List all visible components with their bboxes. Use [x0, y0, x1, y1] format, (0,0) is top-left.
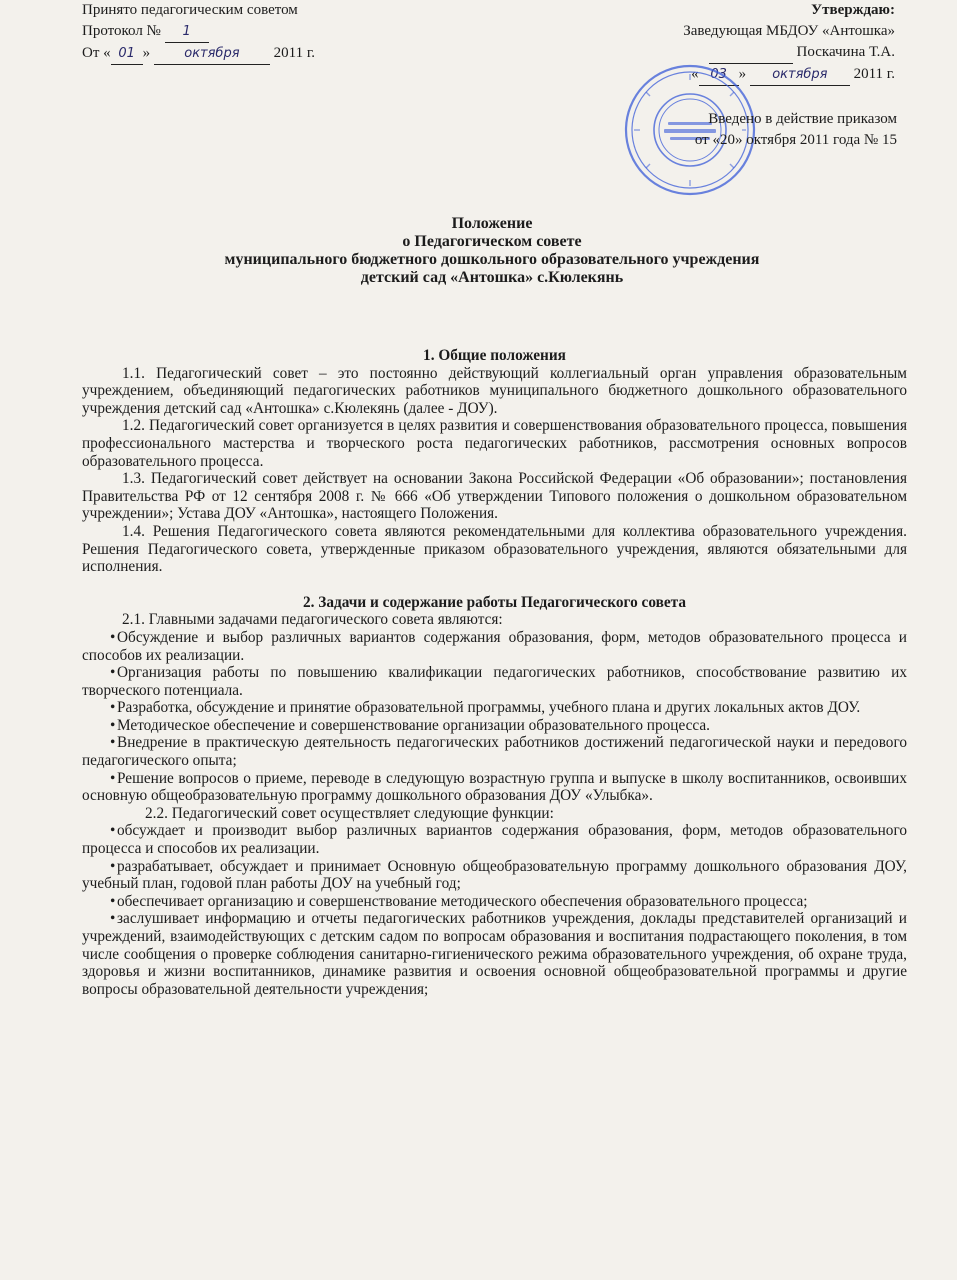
bullet-icon: • [110, 734, 116, 752]
title-line2: о Педагогическом совете [402, 233, 582, 250]
document-title [82, 215, 902, 287]
clause-1-2: 1.2. Педагогический совет организуется в целях развития и совершенствования образовательного процесса, повышения профессионального мастерства и творческого роста педагогических работников, рассмотрения основных вопросов образовательного процесса. [82, 417, 907, 470]
bullet-icon: • [110, 628, 116, 646]
approve-label: Утверждаю: [811, 2, 895, 18]
bullet-icon: • [110, 716, 116, 734]
adopted-month: октября [154, 43, 270, 65]
protocol-line: Протокол № 1 [82, 21, 315, 43]
function-item: • заслушивает информацию и отчеты педагогических работников учреждения, доклады представителей организаций и учреждений, взаимодействующих с детским садом по вопросам образования и воспитания подрастающего поколения, в том числе сообщения о проверке соблюдения санитарно-гигиенического режима образовательного учреждения, об охране труда, здоровья и жизни воспитанников, динамике развития и освоения основной общеобразовательной программы и другие вопросы образовательной деятельности учреждения; [82, 910, 907, 998]
bullet-icon: • [110, 769, 116, 787]
adopted-by-line: Принято педагогическим советом [82, 2, 298, 18]
task-item: • Организация работы по повышению квалификации педагогических работников, способствование развитию их творческого потенциала. [82, 664, 907, 699]
clause-1-4: 1.4. Решения Педагогического совета являются рекомендательными для коллектива образовательного учреждения. Решения Педагогического совета, утвержденные приказом образовательного учреждения, являются обязательными для исполнения. [82, 522, 907, 576]
title-line3: муниципального бюджетного дошкольного образовательного учреждения [224, 251, 760, 268]
approve-month: октября [750, 64, 850, 86]
bullet-icon: • [110, 699, 116, 717]
task-item: • Решение вопросов о приеме, переводе в следующую возрастную группа и выпуске в школу воспитанников, освоивших основную общеобразовательную программу дошкольного образования ДОУ «Улыбка». [82, 769, 907, 805]
adopted-day: 01 [111, 43, 143, 65]
function-item: • обеспечивает организацию и совершенствование методического обеспечения образовательного процесса; [110, 892, 808, 910]
approve-date-line: « 03 » октября 2011 г. [683, 64, 895, 86]
head-title: Заведующая МБДОУ «Антошка» [683, 23, 895, 39]
protocol-number: 1 [165, 21, 209, 43]
bullet-icon: • [110, 857, 116, 875]
approval-block-left [82, 0, 315, 65]
section-2-heading: 2. Задачи и содержание работы Педагогического совета [302, 593, 687, 611]
document-body [82, 347, 907, 998]
bullet-icon: • [110, 892, 116, 910]
enactment-note [695, 109, 897, 151]
enactment-line2: от «20» октября 2011 года № 15 [694, 132, 897, 148]
bullet-icon: • [110, 822, 116, 840]
task-item: • Разработка, обсуждение и принятие образовательной программы, учебного плана и других локальных актов ДОУ. [110, 699, 861, 717]
clause-1-3: 1.3. Педагогический совет действует на основании Закона Российской Федерации «Об образовании»; постановления Правительства РФ от 12 сентября 2008 г. № 666 «Об утверждении Типового положения о дошкольном образовательном учреждении»; Устава ДОУ «Антошка», настоящего Положения. [82, 470, 907, 523]
title-line1: Положение [451, 215, 533, 232]
signature-field [709, 42, 793, 64]
title-line4: детский сад «Антошка» с.Кюлекянь [360, 269, 624, 286]
head-signature-line: Поскачина Т.А. [683, 42, 895, 64]
section-1-heading: 1. Общие положения [423, 347, 566, 364]
adopted-date-line: От « 01 » октября 2011 г. [82, 43, 315, 65]
clause-1-1: 1.1. Педагогический совет – это постоянно действующий коллегиальный орган управления образовательным учреждением, объединяющий педагогических работников муниципального бюджетного дошкольного образовательного учреждения детский сад «Антошка» с.Кюлекянь (далее - ДОУ). [82, 364, 907, 417]
clause-2-1: 2.1. Главными задачами педагогического совета являются: [122, 611, 503, 629]
clause-2-2: 2.2. Педагогический совет осуществляет следующие функции: [145, 804, 554, 822]
task-item: • Методическое обеспечение и совершенствование организации образовательного процесса. [110, 716, 711, 734]
bullet-icon: • [110, 910, 116, 928]
approve-day: 03 [699, 64, 739, 86]
function-item: • обсуждает и производит выбор различных вариантов содержания образования, форм, методов образовательного процесса и способов их реализации. [82, 822, 907, 858]
enactment-line1: Введено в действие приказом [708, 111, 897, 127]
task-item: • Обсуждение и выбор различных вариантов содержания образования, форм, методов образовательного процесса и способов их реализации. [82, 628, 907, 664]
bullet-icon: • [110, 664, 116, 682]
function-item: • разрабатывает, обсуждает и принимает Основную общеобразовательную программу дошкольного образования ДОУ, учебный план, годовой план работы ДОУ на учебный год; [82, 857, 907, 893]
task-item: • Внедрение в практическую деятельность педагогических работников достижений педагогической науки и передового педагогического опыта; [82, 734, 907, 770]
